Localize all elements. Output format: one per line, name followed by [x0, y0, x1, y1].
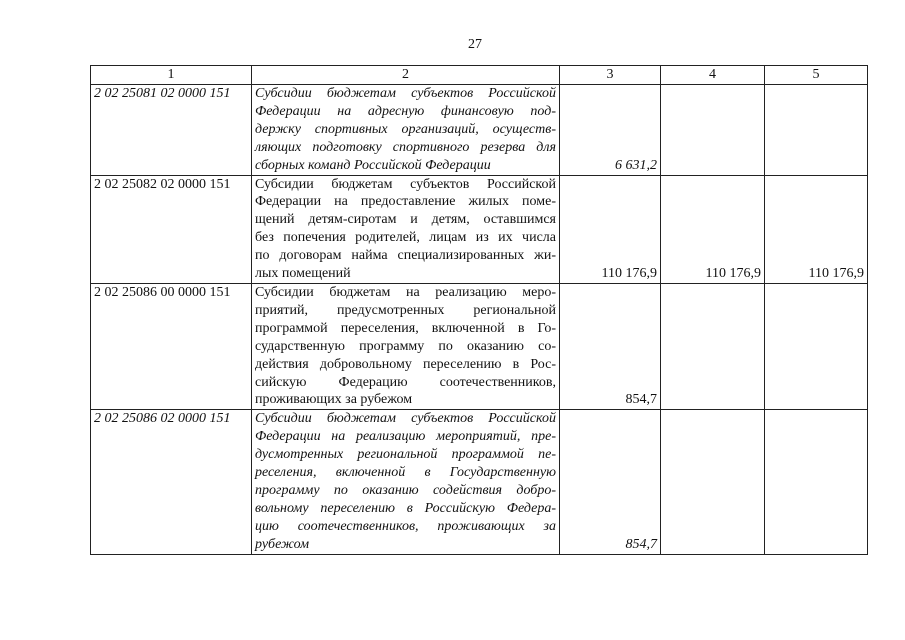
amount-col4: 110 176,9 — [661, 175, 765, 283]
amount-col5 — [765, 410, 868, 554]
budget-code: 2 02 25082 02 0000 151 — [91, 175, 252, 283]
header-col-2: 2 — [252, 66, 560, 85]
description-line: дусмотренных региональной программой пе- — [255, 447, 556, 463]
header-col-4: 4 — [661, 66, 765, 85]
description-line: вольному переселению в Российскую Федера- — [255, 500, 556, 516]
description — [252, 85, 560, 176]
table-row — [91, 175, 868, 283]
description-line: цию соотечественников, проживающих за — [255, 518, 556, 534]
header-col-3: 3 — [560, 66, 661, 85]
budget-code: 2 02 25086 02 0000 151 — [91, 410, 252, 554]
description — [252, 175, 560, 283]
description-line: ляющих подготовку спортивного резерва для — [255, 139, 556, 155]
description-line: сборных команд Российской Федерации — [255, 157, 491, 173]
description-line: держку спортивных организаций, осуществ- — [255, 121, 556, 137]
description-line: Федерации на предоставление жилых поме- — [255, 194, 556, 210]
amount-col4 — [661, 283, 765, 409]
amount-col3: 854,7 — [560, 410, 661, 554]
description-line: Субсидии бюджетам субъектов Российской — [255, 86, 556, 101]
description-line: без попечения родителей, лицам из их числа — [255, 230, 556, 246]
amount-col4 — [661, 85, 765, 176]
table-row — [91, 410, 868, 554]
description-line: лых помещений — [255, 266, 351, 282]
description-line: программой переселения, включенной в Го- — [255, 320, 556, 336]
description-line: приятий, предусмотренных региональной — [255, 302, 556, 318]
description — [252, 283, 560, 409]
description-line: реселения, включенной в Государственную — [255, 465, 556, 481]
amount-col3: 110 176,9 — [560, 175, 661, 283]
header-col-1: 1 — [91, 66, 252, 85]
amount-col5: 110 176,9 — [765, 175, 868, 283]
description-line: по договорам найма специализированных жи- — [255, 248, 556, 264]
description-line: сударственную программу по оказанию со- — [255, 338, 556, 354]
table-row — [91, 283, 868, 409]
amount-col4 — [661, 410, 765, 554]
amount-col5 — [765, 85, 868, 176]
budget-code: 2 02 25081 02 0000 151 — [91, 85, 252, 176]
description-line: Субсидии бюджетам субъектов Российской — [255, 411, 556, 427]
budget-table — [90, 65, 868, 555]
description — [252, 410, 560, 554]
header-row — [91, 66, 868, 85]
header-col-5: 5 — [765, 66, 868, 85]
description-line: Субсидии бюджетам на реализацию меро- — [255, 284, 556, 300]
description-line: Федерации на реализацию мероприятий, пре- — [255, 429, 556, 445]
budget-code: 2 02 25086 00 0000 151 — [91, 283, 252, 409]
description-line: действия добровольному переселению в Рос- — [255, 356, 556, 372]
amount-col5 — [765, 283, 868, 409]
amount-col3: 854,7 — [560, 283, 661, 409]
amount-col3: 6 631,2 — [560, 85, 661, 176]
description-line: программу по оказанию содействия добро- — [255, 482, 556, 498]
description-line: рубежом — [255, 536, 310, 552]
description-line: щений детям-сиротам и детям, оставшимся — [255, 212, 556, 228]
description-line: Субсидии бюджетам субъектов Российской — [255, 176, 556, 192]
description-line: проживающих за рубежом — [255, 392, 413, 408]
page-number: 27 — [468, 37, 482, 52]
table-row — [91, 85, 868, 176]
description-line: сийскую Федерацию соотечественников, — [255, 374, 556, 390]
description-line: Федерации на адресную финансовую под- — [255, 103, 556, 119]
